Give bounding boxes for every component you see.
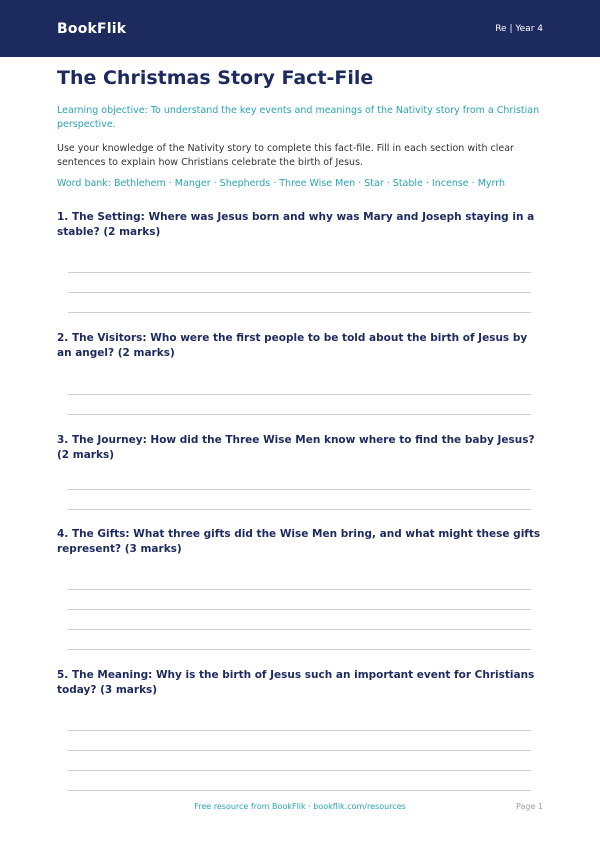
word-bank: Word bank: Bethlehem · Manger · Shepherds · Three Wise Men · Star · Stable · Incense · Myrrh — [57, 178, 506, 189]
question-block — [57, 668, 543, 791]
question-block — [57, 331, 543, 415]
answer-line — [68, 629, 531, 630]
question-text: 2. The Visitors: Who were the first people to be told about the birth of Jesus by an angel? (2 marks) — [57, 332, 528, 359]
answer-area[interactable] — [68, 394, 531, 415]
answer-line — [68, 312, 531, 313]
worksheet-content — [57, 65, 543, 791]
answer-line — [68, 750, 531, 751]
subject-year-label: Re | Year 4 — [495, 23, 543, 34]
header-bar — [0, 0, 600, 57]
brand-logo: BookFlik — [57, 20, 127, 37]
answer-area[interactable] — [68, 589, 531, 650]
answer-area[interactable] — [68, 272, 531, 313]
footer-link[interactable]: Free resource from BookFlik · bookflik.com/resources — [194, 802, 406, 811]
answer-area[interactable] — [68, 489, 531, 510]
answer-line — [68, 292, 531, 293]
question-block — [57, 210, 543, 313]
answer-line — [68, 649, 531, 650]
answer-line — [68, 489, 531, 490]
answer-line — [68, 509, 531, 510]
question-text: 5. The Meaning: Why is the birth of Jesus such an important event for Christians today? (3 marks) — [57, 669, 535, 696]
answer-line — [68, 589, 531, 590]
answer-area[interactable] — [68, 730, 531, 791]
question-block — [57, 527, 543, 650]
answer-line — [68, 770, 531, 771]
answer-line — [68, 394, 531, 395]
question-text: 3. The Journey: How did the Three Wise Men know where to find the baby Jesus? (2 marks) — [57, 434, 535, 461]
answer-line — [68, 272, 531, 273]
page-number: Page 1 — [516, 802, 543, 811]
page-footer — [0, 802, 600, 816]
instructions: Use your knowledge of the Nativity story to complete this fact-file. Fill in each section with clear sentences to explain how Christians celebrate the birth of Jesus. — [57, 143, 514, 168]
answer-line — [68, 414, 531, 415]
question-text: 4. The Gifts: What three gifts did the Wise Men bring, and what might these gifts represent? (3 marks) — [57, 528, 541, 555]
answer-line — [68, 790, 531, 791]
answer-line — [68, 609, 531, 610]
page-title: The Christmas Story Fact-File — [57, 67, 374, 89]
learning-objective: Learning objective: To understand the key events and meanings of the Nativity story from a Christian perspective. — [57, 105, 540, 130]
question-text: 1. The Setting: Where was Jesus born and why was Mary and Joseph staying in a stable? (2 marks) — [57, 211, 535, 238]
answer-line — [68, 730, 531, 731]
question-block — [57, 433, 543, 510]
